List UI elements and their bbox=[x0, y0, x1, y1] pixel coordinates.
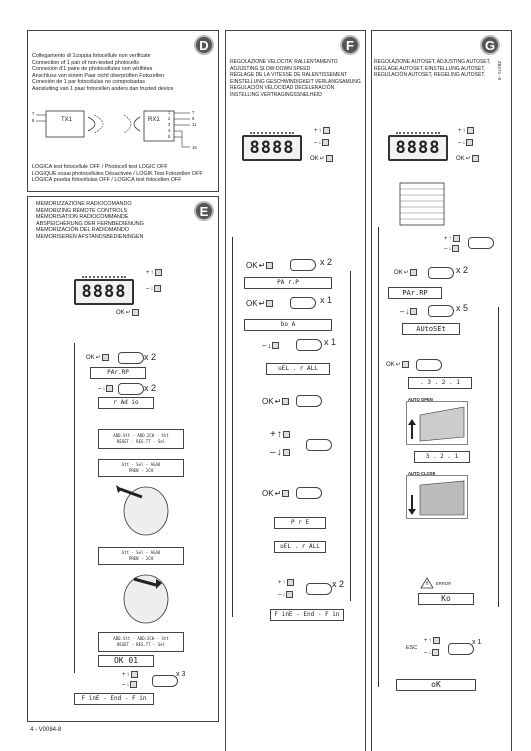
key-icon bbox=[130, 681, 137, 688]
down-arrow-icon: ↓ bbox=[126, 681, 130, 688]
key-icon bbox=[287, 579, 294, 586]
remote-press-illustration bbox=[112, 479, 178, 539]
key-icon bbox=[131, 671, 138, 678]
panel-f-count-x1a: x 1 bbox=[320, 295, 333, 305]
panel-e-display-end: F inE - End - F in bbox=[74, 693, 154, 705]
flow-line bbox=[74, 343, 75, 673]
hand-press-icon bbox=[448, 643, 474, 655]
hand-press-icon bbox=[290, 259, 316, 271]
down-arrow-icon: ↓ bbox=[267, 341, 272, 350]
panel-e-minus-step-2[interactable]: – ↓ bbox=[98, 385, 113, 392]
panel-e-ok-button[interactable]: OK ↵ bbox=[116, 309, 139, 316]
panel-g-display-ok: oK bbox=[396, 679, 476, 691]
key-icon bbox=[322, 139, 329, 146]
down-arrow-icon: ↓ bbox=[150, 285, 154, 292]
up-arrow-icon: ↑ bbox=[276, 429, 282, 440]
rx-number-8: 8 bbox=[192, 116, 195, 121]
panel-f-minus-step[interactable]: – ↓ bbox=[262, 341, 279, 350]
panel-f-title-de: EINSTELLUNG GESCHWINDIGKEIT VERLANGSAMUNG bbox=[230, 78, 361, 85]
panel-f-display-end: F inE - End - F in bbox=[270, 609, 344, 621]
enter-icon: ↵ bbox=[319, 156, 325, 162]
down-arrow-icon: ↓ bbox=[102, 385, 106, 392]
key-icon bbox=[410, 269, 417, 276]
key-icon bbox=[453, 235, 460, 242]
panel-e-title-fr: MÉMORISATION RADIOCOMMANDE bbox=[36, 214, 129, 220]
panel-slowdown-speed bbox=[225, 30, 366, 751]
rx-terminal-3: 3 bbox=[168, 122, 171, 127]
panel-g-display-param: PAr.RP bbox=[388, 287, 442, 299]
panel-e-minus-step-end[interactable]: – ↓ bbox=[122, 681, 137, 688]
panel-f-title-en: ADJUSTING SLOW-DOWN SPEED bbox=[230, 65, 311, 72]
panel-e-display-functions-2: Stt - Sel - AGAO PREN - 2CH bbox=[98, 547, 184, 565]
enter-icon: ↵ bbox=[125, 310, 131, 316]
panel-e-display-radio: r Ad io bbox=[98, 397, 154, 409]
key-icon bbox=[432, 649, 439, 656]
panel-g-display-autoset: AUtoSEt bbox=[402, 323, 460, 335]
rx-number-7: 7 bbox=[192, 110, 195, 115]
panel-e-display-functions: Stt - Sel - AGAO PREN - 2CH bbox=[98, 459, 184, 477]
key-icon bbox=[106, 385, 113, 392]
hand-press-icon bbox=[468, 237, 494, 249]
hand-press-icon bbox=[296, 487, 322, 499]
panel-e-plus-step-end[interactable]: + ↑ bbox=[122, 671, 138, 678]
hand-press-icon bbox=[296, 339, 322, 351]
panel-f-display-speed: uEL . r ALL bbox=[266, 363, 330, 375]
rx-terminal-5: 5 bbox=[168, 134, 171, 139]
panel-g-minus-step-2[interactable]: – ↓ bbox=[400, 307, 417, 316]
key-icon bbox=[102, 354, 109, 361]
panel-f-badge: F bbox=[340, 35, 360, 55]
key-icon bbox=[472, 155, 479, 162]
hand-press-icon bbox=[290, 297, 316, 309]
key-icon bbox=[466, 139, 473, 146]
hand-press-icon bbox=[118, 383, 144, 395]
hand-press-icon bbox=[152, 675, 178, 687]
error-label: ERROR bbox=[436, 581, 452, 586]
auto-open-illustration bbox=[406, 401, 468, 445]
panel-f-ok-step-2[interactable]: OK ↵ bbox=[246, 299, 273, 308]
up-arrow-icon: ↑ bbox=[318, 127, 322, 134]
up-arrow-icon: ↑ bbox=[462, 127, 466, 134]
panel-photocell-connection bbox=[27, 30, 219, 192]
enter-icon: ↵ bbox=[465, 156, 471, 162]
panel-e-display-functions-3: ADD.Stt - ADD.2CH - Stt RESET - RES.TT - Sel bbox=[98, 632, 184, 652]
panel-e-title-it: MEMORIZZAZIONE RADIOCOMANDO bbox=[36, 201, 132, 207]
up-arrow-icon: ↑ bbox=[448, 235, 452, 242]
panel-f-ok-step-3[interactable]: OK ↵ bbox=[262, 397, 289, 406]
hand-press-icon bbox=[306, 439, 332, 451]
panel-d-title-fr: Connexion d'1 paire de photocellules non vérifiées bbox=[32, 66, 153, 72]
up-arrow-icon: ↑ bbox=[150, 269, 154, 276]
panel-f-ok-step-4[interactable]: OK ↵ bbox=[262, 489, 289, 498]
panel-f-plus-final[interactable]: + ↑ bbox=[278, 579, 294, 586]
panel-e-display-param: PAr.RP bbox=[90, 367, 146, 379]
panel-g-ok-button[interactable]: OK ↵ bbox=[456, 155, 479, 162]
down-arrow-icon: ↓ bbox=[276, 447, 282, 458]
key-icon bbox=[282, 490, 289, 497]
tx-terminal-7: 7 bbox=[32, 111, 35, 116]
enter-icon: ↵ bbox=[403, 270, 409, 276]
panel-e-plus-button[interactable]: + ↑ bbox=[146, 269, 162, 276]
rx-terminal-4: 4 bbox=[168, 128, 171, 133]
panel-e-count-x2b: x 2 bbox=[144, 383, 157, 393]
panel-g-title-3: REGULACIÓN AUTOSET, REGELING AUTOSET. bbox=[374, 72, 486, 78]
key-icon bbox=[132, 309, 139, 316]
down-arrow-icon: ↓ bbox=[318, 139, 322, 146]
flow-line bbox=[232, 237, 233, 617]
garage-door-illustration bbox=[398, 181, 446, 227]
panel-g-minus-esc[interactable]: – ↓ bbox=[424, 649, 439, 656]
panel-g-count-x2: x 2 bbox=[456, 265, 469, 275]
enter-icon: ↵ bbox=[274, 397, 282, 406]
flow-line-right bbox=[350, 271, 351, 601]
logic-line-1: LOGICA test fotocellule OFF / Photocell test LOGIC OFF bbox=[32, 164, 168, 170]
panel-d-title-it: Collegamento di 1coppia fotocellule non verificate bbox=[32, 53, 151, 59]
panel-f-display-param: PA r.P bbox=[244, 277, 332, 289]
rx-number-16: 16 bbox=[192, 145, 197, 150]
auto-open-label: AUTO OPEN bbox=[408, 397, 433, 402]
down-arrow-icon: ↓ bbox=[428, 649, 432, 656]
panel-g-plus-step[interactable]: + ↑ bbox=[444, 235, 460, 242]
key-icon bbox=[266, 300, 273, 307]
panel-f-title-es: REGULACIÓN VELOCIDAD DECELERACIÓN bbox=[230, 85, 335, 91]
panel-e-ok-step-1[interactable]: OK ↵ bbox=[86, 354, 109, 361]
panel-f-count-x2a: x 2 bbox=[320, 257, 333, 267]
panel-f-display-speed-2: uEL . r ALL bbox=[274, 541, 326, 553]
panel-f-title-fr: RÉGLAGE DE LA VITESSE DE RALENTISSEMENT bbox=[230, 72, 348, 78]
up-arrow-icon: ↑ bbox=[428, 637, 432, 644]
panel-g-minus-button[interactable]: – ↓ bbox=[458, 139, 473, 146]
key-icon bbox=[433, 637, 440, 644]
panel-f-count-x1b: x 1 bbox=[324, 337, 337, 347]
down-arrow-icon: ↓ bbox=[405, 307, 410, 316]
panel-d-title-en: Connection of 1 pair of non-tested photocells bbox=[32, 59, 139, 66]
key-icon bbox=[452, 245, 459, 252]
key-icon bbox=[155, 269, 162, 276]
panel-autoset bbox=[371, 30, 512, 751]
photocell-wiring-diagram bbox=[32, 101, 214, 159]
rx-number-11: 11 bbox=[192, 122, 197, 127]
panel-g-count-x5: x 5 bbox=[456, 303, 469, 313]
panel-g-ok-step-2[interactable]: OK ↵ bbox=[386, 361, 409, 368]
rx-label: RX1 bbox=[148, 117, 160, 123]
panel-f-minus-button[interactable]: – ↓ bbox=[314, 139, 329, 146]
panel-g-minus-step[interactable]: – ↓ bbox=[444, 245, 459, 252]
key-icon bbox=[326, 155, 333, 162]
auto-close-label: AUTO CLOSE bbox=[408, 471, 436, 476]
logic-line-2: LOGIQUE essai photocellules Désactivée / LOGIK Test Fotozellen OFF bbox=[32, 170, 203, 177]
enter-icon: ↵ bbox=[258, 261, 266, 270]
panel-f-plus-adjust[interactable]: + ↑ bbox=[270, 429, 290, 440]
flow-line-right bbox=[498, 307, 499, 607]
enter-icon: ↵ bbox=[95, 355, 101, 361]
panel-e-display-options: ADD.Stt - ADD.2CH - Stt RESET - RES.TT - Sel bbox=[98, 429, 184, 449]
panel-e-count-x2a: x 2 bbox=[144, 352, 157, 362]
key-icon bbox=[402, 361, 409, 368]
tx-terminal-8: 8 bbox=[32, 118, 35, 123]
remote-press-illustration-3 bbox=[112, 617, 162, 627]
panel-e-title-es: MEMORIZACIÓN DEL RADIOMANDO bbox=[36, 227, 129, 233]
panel-f-display-board: bo A bbox=[244, 319, 332, 331]
panel-f-minus-final[interactable]: – ↓ bbox=[278, 591, 293, 598]
panel-d-badge: D bbox=[194, 35, 214, 55]
panel-f-display-pre: P r E bbox=[274, 517, 326, 529]
key-icon bbox=[283, 431, 290, 438]
panel-f-title-it: REGOLAZIONE VELOCITA' RALLENTAMENTO bbox=[230, 59, 338, 65]
enter-icon: ↵ bbox=[274, 489, 282, 498]
panel-g-side-code: ZBX74 - 8 bbox=[497, 61, 502, 80]
panel-f-plus-button[interactable]: + ↑ bbox=[314, 127, 330, 134]
key-icon bbox=[266, 262, 273, 269]
enter-icon: ↵ bbox=[258, 299, 266, 308]
panel-d-title-nl: Aansluiting van 1 paar fotocellen anders dan trusted device bbox=[32, 85, 174, 92]
panel-g-lcd-display: 8888 bbox=[388, 135, 448, 161]
auto-close-illustration bbox=[406, 475, 468, 519]
flow-line bbox=[378, 227, 379, 687]
panel-e-display-ok: OK 01 bbox=[98, 655, 154, 667]
rx-terminal-1: 1 bbox=[168, 110, 171, 115]
hand-press-icon bbox=[416, 359, 442, 371]
panel-g-ok-step-1[interactable]: OK ↵ bbox=[394, 269, 417, 276]
panel-e-badge: E bbox=[194, 201, 214, 221]
panel-g-plus-esc[interactable]: + ↑ bbox=[424, 637, 440, 644]
panel-g-count-x1: x 1 bbox=[472, 639, 482, 646]
hand-press-icon bbox=[428, 267, 454, 279]
panel-f-lcd-display: 8888 bbox=[242, 135, 302, 161]
panel-f-ok-button[interactable]: OK ↵ bbox=[310, 155, 333, 162]
panel-e-minus-button[interactable]: – ↓ bbox=[146, 285, 161, 292]
panel-e-lcd-display: 8888 bbox=[74, 279, 134, 305]
panel-e-title-nl: MEMORISEREN AFSTANDSBEDIENINGEN bbox=[36, 233, 144, 240]
key-icon bbox=[286, 591, 293, 598]
hand-press-icon bbox=[296, 395, 322, 407]
panel-e-title-de: ABSPEICHERUNG DER FERNBEDIENUNG bbox=[36, 220, 144, 227]
panel-g-display-countdown: . 3 . 2 . 1 bbox=[408, 377, 472, 389]
key-icon bbox=[467, 127, 474, 134]
panel-d-title-es: Conexión de 1 par fotocélulas no comprobadas bbox=[32, 79, 145, 85]
panel-e-count-x3: x 3 bbox=[176, 671, 186, 678]
panel-f-minus-adjust[interactable]: – ↓ bbox=[270, 447, 290, 458]
hand-press-icon bbox=[306, 583, 332, 595]
panel-f-count-x2b: x 2 bbox=[332, 579, 345, 589]
rx-terminal-2: 2 bbox=[168, 116, 171, 121]
enter-icon: ↵ bbox=[395, 362, 401, 368]
up-arrow-icon: ↑ bbox=[282, 579, 286, 586]
panel-g-display-countdown-2: 3 . 2 . 1 bbox=[414, 451, 470, 463]
panel-g-title-1: REGOLAZIONE AUTOSET, ADJUSTING AUTOSET, bbox=[374, 59, 491, 65]
panel-g-display-ko: Ko bbox=[418, 593, 474, 605]
panel-remote-memorization bbox=[27, 196, 219, 722]
hand-press-icon bbox=[118, 352, 144, 364]
key-icon bbox=[283, 449, 290, 456]
warning-icon bbox=[420, 577, 434, 589]
panel-g-plus-button[interactable]: + ↑ bbox=[458, 127, 474, 134]
panel-g-title-2: RÉGLAGE AUTOSET, EINSTELLUNG AUTOSET, bbox=[374, 65, 486, 72]
logic-line-3: LÓGICA prueba fotocélulas OFF / LOGICA test fotocellen OFF bbox=[32, 177, 182, 183]
panel-f-ok-step-1[interactable]: OK ↵ bbox=[246, 261, 273, 270]
up-arrow-icon: ↑ bbox=[126, 671, 130, 678]
panel-f-title-nl: INSTELLING VERTRAGINGSSNELHEID bbox=[230, 91, 322, 98]
key-icon bbox=[282, 398, 289, 405]
down-arrow-icon: ↓ bbox=[462, 139, 466, 146]
esc-label: ESC bbox=[406, 645, 418, 651]
page-footer: 4 - V0084-8 bbox=[30, 727, 62, 733]
key-icon bbox=[410, 308, 417, 315]
panel-g-badge: G bbox=[480, 35, 500, 55]
panel-d-title-de: Anschluss von einem Paar nicht überprüften Fotozellen bbox=[32, 72, 165, 79]
panel-e-title-en: MEMORIZING REMOTE CONTROLS bbox=[36, 207, 128, 214]
down-arrow-icon: ↓ bbox=[282, 591, 286, 598]
hand-press-icon bbox=[428, 305, 454, 317]
key-icon bbox=[272, 342, 279, 349]
down-arrow-icon: ↓ bbox=[448, 245, 452, 252]
key-icon bbox=[323, 127, 330, 134]
key-icon bbox=[154, 285, 161, 292]
tx-label: TX1 bbox=[61, 117, 73, 123]
